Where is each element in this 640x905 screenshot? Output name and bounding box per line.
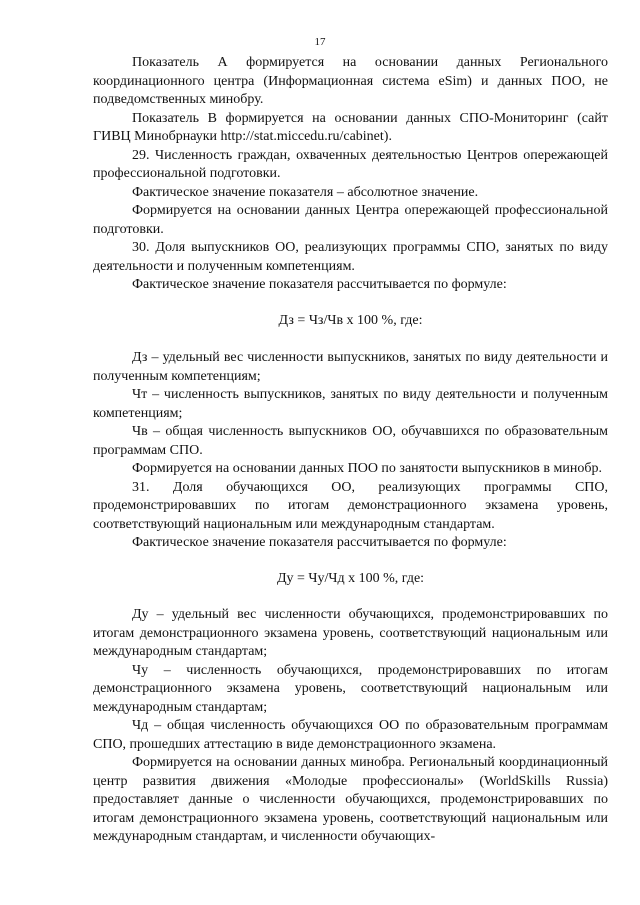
formula-du: Ду = Чу/Чд х 100 %, где: (276, 570, 425, 586)
paragraph-item-29-value-type: Фактическое значение показателя – абсолютное значение. (132, 184, 479, 200)
paragraph-item-30-source: Формируется на основании данных ПОО по занятости выпускников в минобр. (132, 461, 602, 476)
paragraph-indicator-a-source: Показатель А формируется на основании данных Регионального координационного центра (Информационная система eSim) и данных ПОО, не подведомственных минобру. (93, 55, 608, 107)
definition-dz: Дз – удельный вес численности выпускников, занятых по виду деятельности и полученным компетенциям; (93, 350, 608, 384)
definition-chv: Чв – общая численность выпускников ОО, обучавшихся по образовательным программам СПО. (93, 424, 608, 458)
definition-cht: Чт – численность выпускников, занятых по виду деятельности и полученным компетенциям; (93, 387, 608, 421)
paragraph-item-29-heading: 29. Численность граждан, охваченных деятельностью Центров опережающей профессиональной подготовки. (93, 147, 608, 181)
definition-chd: Чд – общая численность обучающихся ОО по образовательным программам СПО, прошедших аттестацию в виде демонстрационного экзамена. (93, 718, 608, 752)
formula-dz: Дз = Чз/Чв х 100 %, где: (278, 312, 423, 328)
paragraph-item-31-source: Формируется на основании данных минобра. Региональный координационный центр развития движения «Молодые профессионалы» (WorldSkills Russia) предоставляет данные о численности обучающихся, продемонстрировавших по итогам демонстрационного экзамена уровень, соответствующий национальным или международным стандартам, и численности обучающих- (93, 755, 608, 844)
paragraph-indicator-b-source: Показатель В формируется на основании данных СПО-Мониторинг (сайт ГИВЦ Минобрнауки http://stat.miccedu.ru/cabinet). (93, 110, 608, 144)
page-body (93, 54, 608, 847)
definition-chu: Чу – численность обучающихся, продемонстрировавших по итогам демонстрационного экзамена уровень, соответствующий национальным или международным стандартам; (93, 662, 608, 715)
definition-du: Ду – удельный вес численности обучающихся, продемонстрировавших по итогам демонстрационного экзамена уровень, соответствующий национальным или международным стандартам; (93, 607, 608, 659)
paragraph-item-30-formula-intro: Фактическое значение показателя рассчитывается по формуле: (132, 277, 507, 292)
page-number: 17 (314, 36, 326, 48)
paragraph-item-31-formula-intro: Фактическое значение показателя рассчитывается по формуле: (132, 535, 507, 550)
paragraph-item-31-heading: 31. Доля обучающихся ОО, реализующих программы СПО, продемонстрировавших по итогам демонстрационного экзамена уровень, соответствующий национальным или международным стандартам. (93, 479, 608, 532)
paragraph-item-29-source: Формируется на основании данных Центра опережающей профессиональной подготовки. (93, 203, 608, 237)
paragraph-item-30-heading: 30. Доля выпускников ОО, реализующих программы СПО, занятых по виду деятельности и полученным компетенциям. (93, 240, 608, 274)
